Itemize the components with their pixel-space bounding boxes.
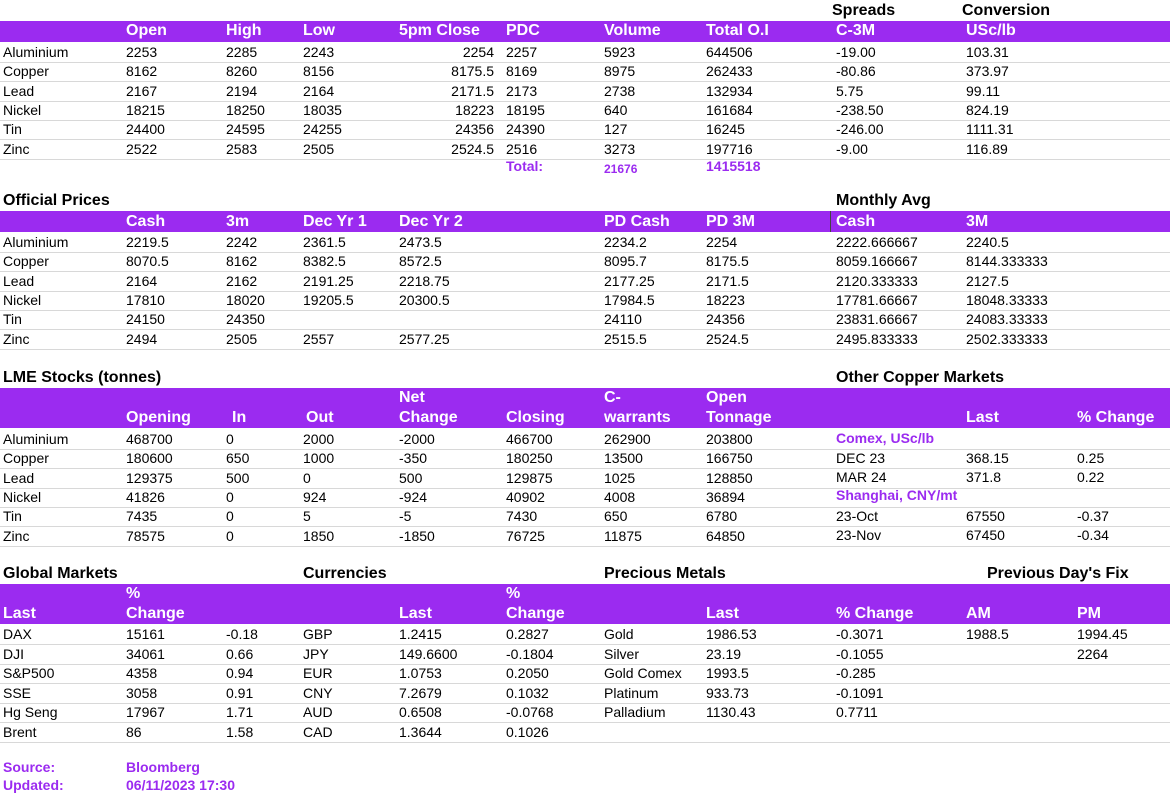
prices-hdr-8: USc/lb bbox=[966, 22, 1016, 39]
prices-cell: 24400 bbox=[126, 121, 165, 138]
official-cell: 20300.5 bbox=[399, 291, 450, 308]
prices-cell: 2173 bbox=[506, 82, 538, 99]
contract-name: DEC 23 bbox=[836, 450, 886, 466]
prices-cell: 127 bbox=[604, 121, 628, 138]
stocks-cell: 924 bbox=[303, 488, 327, 505]
prices-cell: 3273 bbox=[604, 140, 636, 157]
stocks-cell: 1025 bbox=[604, 469, 636, 486]
stocks-hdr-ot-1: Open bbox=[706, 389, 747, 406]
contract-name: MAR 24 bbox=[836, 469, 887, 485]
official-cell: 2218.75 bbox=[399, 272, 450, 289]
official-cell: 2557 bbox=[303, 330, 335, 347]
copper-cell: 0.22 bbox=[1077, 469, 1105, 485]
prices-cell: 2285 bbox=[226, 44, 258, 60]
prices-cell: 2164 bbox=[303, 82, 335, 99]
official-cell: 18223 bbox=[706, 291, 745, 308]
metal-name: Tin bbox=[3, 508, 22, 525]
stocks-cell: 129875 bbox=[506, 469, 553, 486]
official-cell: 8070.5 bbox=[126, 253, 169, 270]
precious-change: -0.3071 bbox=[836, 626, 884, 642]
official-cell: 24110 bbox=[604, 311, 642, 328]
prices-cell: -238.50 bbox=[836, 101, 884, 118]
official-cell: 17810 bbox=[126, 291, 165, 308]
metal-name: Copper bbox=[3, 450, 49, 467]
prices-cell: 8169 bbox=[506, 63, 538, 80]
row-divider bbox=[0, 546, 1170, 547]
metal-name: Tin bbox=[3, 311, 22, 328]
fix-am: 1988.5 bbox=[966, 626, 1009, 642]
prices-hdr-7: C-3M bbox=[836, 22, 876, 39]
official-cell: 8059.166667 bbox=[836, 253, 918, 270]
official-prices-title: Official Prices bbox=[3, 192, 110, 209]
currency-last: 1.2415 bbox=[399, 626, 442, 642]
stocks-cell: 76725 bbox=[506, 527, 545, 544]
prices-cell: 24390 bbox=[506, 121, 545, 138]
currency-change: 0.1032 bbox=[506, 684, 549, 701]
metal-name: Aluminium bbox=[3, 44, 69, 60]
metal-name: Copper bbox=[3, 63, 49, 80]
index-change: 0.66 bbox=[226, 645, 254, 662]
official-cell: 2515.5 bbox=[604, 330, 647, 347]
official-cell: 2219.5 bbox=[126, 234, 169, 250]
prices-cell: 644506 bbox=[706, 44, 753, 60]
currency-hdr-pct-2: Change bbox=[506, 605, 565, 622]
prices-cell: 18250 bbox=[226, 101, 265, 118]
prices-cell: 2516 bbox=[506, 140, 538, 157]
precious-last: 1986.53 bbox=[706, 626, 757, 642]
copper-hdr-pct: % Change bbox=[1077, 409, 1155, 426]
stocks-cell: 13500 bbox=[604, 450, 643, 467]
prices-cell: 2524.5 bbox=[451, 140, 494, 157]
prices-cell: 2253 bbox=[126, 44, 158, 60]
prices-cell: 197716 bbox=[706, 140, 753, 157]
official-cell: 2191.25 bbox=[303, 272, 354, 289]
currency-change: 0.2050 bbox=[506, 665, 549, 681]
prices-cell: 2505 bbox=[303, 140, 335, 157]
stocks-cell: -924 bbox=[399, 488, 428, 505]
currency-change: -0.0768 bbox=[506, 704, 554, 720]
prices-cell: 8975 bbox=[604, 63, 636, 80]
prices-cell: 2257 bbox=[506, 44, 538, 60]
currency-last: 1.3644 bbox=[399, 723, 442, 740]
comex-label: Comex, USc/lb bbox=[836, 430, 935, 446]
index-last: 15161 bbox=[126, 626, 165, 642]
prices-cell: -19.00 bbox=[836, 44, 876, 60]
metal-name: Aluminium bbox=[3, 431, 69, 447]
prices-cell: 24255 bbox=[303, 121, 342, 138]
prices-cell: 16245 bbox=[706, 121, 745, 138]
index-last: 17967 bbox=[126, 704, 165, 720]
official-cell: 8095.7 bbox=[604, 253, 647, 270]
currency-last: 1.0753 bbox=[399, 665, 442, 681]
metal-name: Gold Comex bbox=[604, 665, 682, 681]
stocks-cell: 0 bbox=[226, 488, 234, 505]
lme-stocks-title: LME Stocks (tonnes) bbox=[3, 369, 162, 386]
stocks-cell: 7435 bbox=[126, 508, 158, 525]
official-cell: 2162 bbox=[226, 272, 258, 289]
metal-name: Zinc bbox=[3, 140, 30, 157]
stocks-cell: 5 bbox=[303, 508, 311, 525]
prices-cell: 8156 bbox=[303, 63, 335, 80]
stocks-cell: 7430 bbox=[506, 508, 538, 525]
currency-name: EUR bbox=[303, 665, 333, 681]
official-cell: 2505 bbox=[226, 330, 258, 347]
metal-name: Gold bbox=[604, 626, 634, 642]
copper-hdr-last: Last bbox=[966, 409, 999, 426]
stocks-cell: 64850 bbox=[706, 527, 745, 544]
currency-last: 7.2679 bbox=[399, 684, 442, 701]
stocks-cell: 128850 bbox=[706, 469, 753, 486]
official-divider bbox=[830, 211, 831, 232]
global-hdr-pct-1: % bbox=[126, 585, 141, 602]
index-change: 0.94 bbox=[226, 665, 254, 681]
official-cell: 17984.5 bbox=[604, 291, 655, 308]
prices-cell: 2738 bbox=[604, 82, 636, 99]
currency-change: 0.1026 bbox=[506, 723, 549, 740]
precious-metals-title: Precious Metals bbox=[604, 565, 726, 582]
prices-cell: 24356 bbox=[455, 121, 494, 138]
stocks-cell: -2000 bbox=[399, 431, 435, 447]
stocks-cell: -1850 bbox=[399, 527, 435, 544]
stocks-cell: 500 bbox=[226, 469, 250, 486]
spreads-label: Spreads bbox=[832, 2, 896, 19]
metal-name: Copper bbox=[3, 253, 49, 270]
prices-cell: 5.75 bbox=[836, 82, 864, 99]
official-cell: 2494 bbox=[126, 330, 158, 347]
stocks-cell: 500 bbox=[399, 469, 423, 486]
index-last: 3058 bbox=[126, 684, 158, 701]
copper-cell: 371.8 bbox=[966, 469, 1002, 485]
updated-label: Updated: bbox=[3, 777, 64, 793]
prices-cell: 2522 bbox=[126, 140, 158, 157]
fix-pm: 1994.45 bbox=[1077, 626, 1128, 642]
stocks-cell: 41826 bbox=[126, 488, 165, 505]
stocks-cell: 1850 bbox=[303, 527, 335, 544]
prices-cell: 8175.5 bbox=[451, 63, 494, 80]
currency-hdr-last: Last bbox=[399, 605, 432, 622]
precious-hdr-pct: % Change bbox=[836, 605, 914, 622]
stocks-hdr-net-1: Net bbox=[399, 389, 425, 406]
index-change: 0.91 bbox=[226, 684, 254, 701]
copper-cell: -0.34 bbox=[1077, 527, 1109, 543]
stocks-hdr-in: In bbox=[232, 409, 247, 426]
prices-cell: -9.00 bbox=[836, 140, 868, 157]
official-cell: 18048.33333 bbox=[966, 291, 1048, 308]
prices-cell: 640 bbox=[604, 101, 628, 118]
index-last: 34061 bbox=[126, 645, 165, 662]
stocks-cell: 1000 bbox=[303, 450, 335, 467]
row-divider bbox=[0, 349, 1170, 350]
prices-cell: 2254 bbox=[462, 44, 494, 60]
currency-name: CNY bbox=[303, 684, 333, 701]
global-hdr-pct-2: Change bbox=[126, 605, 185, 622]
row-divider bbox=[0, 703, 1170, 704]
contract-name: 23-Nov bbox=[836, 527, 882, 543]
stocks-cell: 203800 bbox=[706, 431, 753, 447]
currency-change: -0.1804 bbox=[506, 645, 554, 662]
metal-name: Aluminium bbox=[3, 234, 69, 250]
currency-name: JPY bbox=[303, 645, 329, 662]
metal-name: Lead bbox=[3, 272, 35, 289]
stocks-hdr-ot-2: Tonnage bbox=[706, 409, 772, 426]
stocks-cell: 78575 bbox=[126, 527, 165, 544]
currency-name: CAD bbox=[303, 723, 333, 740]
official-cell: 24150 bbox=[126, 311, 165, 328]
official-hdr-5: PD 3M bbox=[706, 213, 755, 230]
prices-hdr-2: Low bbox=[303, 22, 335, 39]
official-cell: 19205.5 bbox=[303, 291, 354, 308]
prices-cell: 18035 bbox=[303, 101, 342, 118]
metal-name: Palladium bbox=[604, 704, 666, 720]
prices-hdr-6: Total O.I bbox=[706, 22, 769, 39]
index-name: S&P500 bbox=[3, 665, 55, 681]
source-value: Bloomberg bbox=[126, 759, 200, 775]
stocks-cell: 0 bbox=[226, 508, 234, 525]
stocks-cell: 0 bbox=[226, 527, 234, 544]
official-cell: 2577.25 bbox=[399, 330, 450, 347]
official-cell: 2171.5 bbox=[706, 272, 749, 289]
stocks-hdr-cw-1: C- bbox=[604, 389, 621, 406]
stocks-cell: 40902 bbox=[506, 488, 545, 505]
updated-value: 06/11/2023 17:30 bbox=[126, 777, 235, 793]
official-hdr-0: Cash bbox=[126, 213, 166, 230]
prices-cell: 5923 bbox=[604, 44, 636, 60]
metal-name: Silver bbox=[604, 645, 640, 662]
currency-last: 0.6508 bbox=[399, 704, 442, 720]
official-hdr-3: Dec Yr 2 bbox=[399, 213, 463, 230]
currency-hdr-pct-1: % bbox=[506, 585, 521, 602]
precious-hdr-last: Last bbox=[706, 605, 739, 622]
official-cell: 2240.5 bbox=[966, 234, 1009, 250]
metal-name: Nickel bbox=[3, 291, 42, 308]
stocks-cell: 650 bbox=[226, 450, 250, 467]
stocks-cell: 650 bbox=[604, 508, 628, 525]
source-label: Source: bbox=[3, 759, 56, 775]
stocks-cell: -5 bbox=[399, 508, 412, 525]
prices-cell: 161684 bbox=[706, 101, 753, 118]
other-copper-title: Other Copper Markets bbox=[836, 369, 1005, 386]
stocks-cell: 0 bbox=[303, 469, 311, 486]
shanghai-label: Shanghai, CNY/mt bbox=[836, 487, 958, 503]
stocks-cell: 468700 bbox=[126, 431, 173, 447]
index-change: 1.58 bbox=[226, 723, 254, 740]
prices-cell: 18215 bbox=[126, 101, 165, 118]
index-name: DAX bbox=[3, 626, 32, 642]
metal-name: Platinum bbox=[604, 684, 659, 701]
stocks-cell: 0 bbox=[226, 431, 234, 447]
official-cell: 8572.5 bbox=[399, 253, 442, 270]
index-last: 4358 bbox=[126, 665, 158, 681]
metal-name: Nickel bbox=[3, 101, 42, 118]
official-cell: 24083.33333 bbox=[966, 311, 1048, 328]
official-hdr-6: Cash bbox=[836, 213, 876, 230]
prices-cell: 2583 bbox=[226, 140, 258, 157]
official-cell: 2234.2 bbox=[604, 234, 647, 250]
index-change: 1.71 bbox=[226, 704, 254, 720]
official-cell: 24356 bbox=[706, 311, 745, 328]
stocks-cell: -350 bbox=[399, 450, 428, 467]
conversion-label: Conversion bbox=[962, 2, 1051, 19]
copper-cell: 67550 bbox=[966, 508, 1005, 524]
prices-cell: -80.86 bbox=[836, 63, 876, 80]
copper-cell: 0.25 bbox=[1077, 450, 1105, 466]
contract-name: 23-Oct bbox=[836, 508, 879, 524]
official-cell: 2361.5 bbox=[303, 234, 346, 250]
metal-name: Lead bbox=[3, 82, 35, 99]
precious-last: 23.19 bbox=[706, 645, 742, 662]
official-cell: 23831.66667 bbox=[836, 311, 918, 328]
stocks-cell: 2000 bbox=[303, 431, 335, 447]
index-change: -0.18 bbox=[226, 626, 258, 642]
official-hdr-1: 3m bbox=[226, 213, 250, 230]
prices-cell: 18223 bbox=[455, 101, 494, 118]
fix-hdr-pm: PM bbox=[1077, 605, 1101, 622]
official-header-bar bbox=[0, 211, 1170, 232]
row-divider bbox=[0, 722, 1170, 723]
currency-last: 149.6600 bbox=[399, 645, 458, 662]
metal-name: Zinc bbox=[3, 527, 30, 544]
stocks-cell: 262900 bbox=[604, 431, 651, 447]
prices-cell: 24595 bbox=[226, 121, 265, 138]
official-cell: 2177.25 bbox=[604, 272, 655, 289]
official-cell: 2242 bbox=[226, 234, 258, 250]
stocks-cell: 466700 bbox=[506, 431, 553, 447]
prices-hdr-4: PDC bbox=[506, 22, 540, 39]
row-divider bbox=[0, 742, 1170, 743]
stocks-cell: 180600 bbox=[126, 450, 173, 467]
row-divider bbox=[0, 683, 1170, 684]
metal-name: Tin bbox=[3, 121, 22, 138]
copper-cell: 67450 bbox=[966, 527, 1005, 543]
official-cell: 2127.5 bbox=[966, 272, 1009, 289]
prices-cell: 373.97 bbox=[966, 63, 1009, 80]
currency-change: 0.2827 bbox=[506, 626, 549, 642]
official-cell: 8175.5 bbox=[706, 253, 749, 270]
stocks-cell: 166750 bbox=[706, 450, 753, 467]
official-hdr-2: Dec Yr 1 bbox=[303, 213, 367, 230]
official-cell: 2473.5 bbox=[399, 234, 442, 250]
prices-cell: 2194 bbox=[226, 82, 258, 99]
global-markets-title: Global Markets bbox=[3, 565, 118, 582]
metal-name: Zinc bbox=[3, 330, 30, 347]
prices-cell: 132934 bbox=[706, 82, 753, 99]
prices-cell: 262433 bbox=[706, 63, 753, 80]
official-cell: 24350 bbox=[226, 311, 265, 328]
prices-cell: 103.31 bbox=[966, 44, 1009, 60]
official-cell: 2164 bbox=[126, 272, 158, 289]
precious-last: 1993.5 bbox=[706, 665, 749, 681]
official-cell: 2524.5 bbox=[706, 330, 749, 347]
index-name: Brent bbox=[3, 723, 37, 740]
index-name: DJI bbox=[3, 645, 24, 662]
stocks-cell: 4008 bbox=[604, 488, 636, 505]
stocks-hdr-opening: Opening bbox=[126, 409, 191, 426]
stocks-hdr-out: Out bbox=[306, 409, 334, 426]
row-divider bbox=[0, 644, 1170, 645]
prices-cell: 8260 bbox=[226, 63, 258, 80]
official-cell: 2254 bbox=[706, 234, 738, 250]
prices-hdr-0: Open bbox=[126, 22, 167, 39]
prices-cell: 2167 bbox=[126, 82, 158, 99]
prices-cell: 18195 bbox=[506, 101, 545, 118]
metal-name: Nickel bbox=[3, 488, 42, 505]
official-cell: 2502.333333 bbox=[966, 330, 1048, 347]
monthly-avg-title: Monthly Avg bbox=[836, 192, 931, 209]
prices-cell: -246.00 bbox=[836, 121, 884, 138]
row-divider bbox=[0, 488, 1170, 489]
precious-change: 0.7711 bbox=[836, 704, 878, 720]
stocks-hdr-closing: Closing bbox=[506, 409, 565, 426]
prices-hdr-5: Volume bbox=[604, 22, 661, 39]
currency-name: GBP bbox=[303, 626, 333, 642]
precious-change: -0.285 bbox=[836, 665, 876, 681]
prices-total-label: Total: bbox=[506, 158, 544, 174]
stocks-cell: 11875 bbox=[604, 527, 642, 544]
fix-hdr-am: AM bbox=[966, 605, 991, 622]
stocks-cell: 6780 bbox=[706, 508, 738, 525]
stocks-cell: 129375 bbox=[126, 469, 173, 486]
stocks-hdr-cw-2: warrants bbox=[604, 409, 671, 426]
index-last: 86 bbox=[126, 723, 142, 740]
index-name: Hg Seng bbox=[3, 704, 58, 720]
official-cell: 18020 bbox=[226, 291, 265, 308]
global-hdr-last: Last bbox=[3, 605, 36, 622]
official-cell: 2120.333333 bbox=[836, 272, 918, 289]
official-hdr-7: 3M bbox=[966, 213, 989, 230]
prices-hdr-1: High bbox=[226, 22, 262, 39]
stocks-cell: 180250 bbox=[506, 450, 553, 467]
precious-last: 1130.43 bbox=[706, 704, 756, 720]
official-cell: 2495.833333 bbox=[836, 330, 918, 347]
prices-cell: 8162 bbox=[126, 63, 158, 80]
prices-total-oi: 1415518 bbox=[706, 158, 761, 174]
fix-pm: 2264 bbox=[1077, 645, 1109, 662]
row-divider bbox=[0, 159, 1170, 160]
currency-name: AUD bbox=[303, 704, 333, 720]
official-cell: 17781.66667 bbox=[836, 291, 918, 308]
row-divider bbox=[0, 664, 1170, 665]
official-cell: 8382.5 bbox=[303, 253, 346, 270]
copper-cell: -0.37 bbox=[1077, 508, 1109, 524]
copper-cell: 368.15 bbox=[966, 450, 1009, 466]
official-cell: 8162 bbox=[226, 253, 258, 270]
prices-cell: 2243 bbox=[303, 44, 335, 60]
prices-cell: 99.11 bbox=[966, 82, 1000, 99]
prices-hdr-3: 5pm Close bbox=[399, 22, 480, 39]
stocks-cell: 36894 bbox=[706, 488, 745, 505]
precious-change: -0.1091 bbox=[836, 684, 884, 701]
prices-cell: 116.89 bbox=[966, 140, 1008, 157]
precious-last: 933.73 bbox=[706, 684, 749, 701]
precious-change: -0.1055 bbox=[836, 645, 884, 662]
official-cell: 2222.666667 bbox=[836, 234, 918, 250]
metal-name: Lead bbox=[3, 469, 35, 486]
official-hdr-4: PD Cash bbox=[604, 213, 670, 230]
prices-total-volume: 21676 bbox=[604, 162, 638, 176]
prices-cell: 2171.5 bbox=[451, 82, 494, 99]
previous-fix-title: Previous Day's Fix bbox=[987, 565, 1129, 582]
index-name: SSE bbox=[3, 684, 32, 701]
prices-cell: 824.19 bbox=[966, 101, 1009, 118]
currencies-title: Currencies bbox=[303, 565, 387, 582]
stocks-hdr-net-2: Change bbox=[399, 409, 458, 426]
prices-cell: 1111.31 bbox=[966, 121, 1014, 138]
official-cell: 8144.333333 bbox=[966, 253, 1048, 270]
